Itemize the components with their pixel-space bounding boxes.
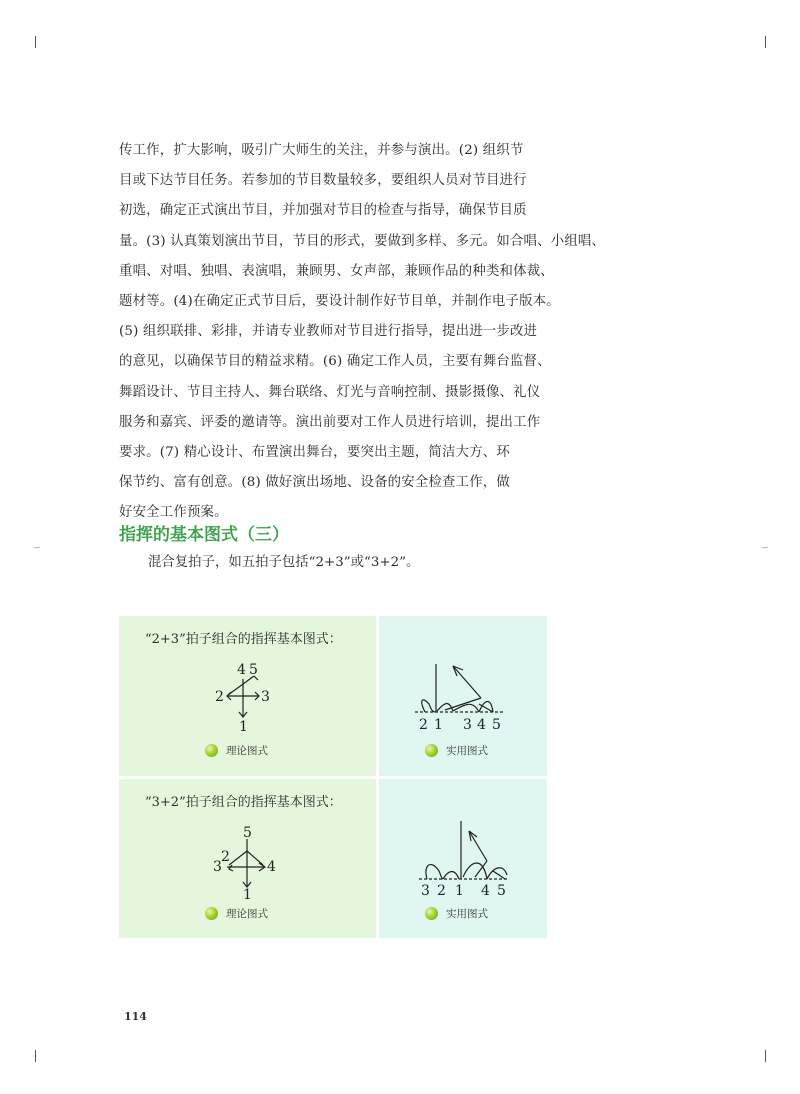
caption-label: 实用图式	[446, 908, 488, 920]
pattern-2plus3-practical-label: 2	[419, 717, 428, 733]
body-line: 保节约、富有创意。(8) 做好演出场地、设备的安全检查工作，做	[119, 475, 510, 491]
section-title: 指挥的基本图式（三）	[119, 525, 289, 545]
crop-mark-top-right	[765, 36, 766, 48]
pattern-3plus2-practical-cell	[379, 779, 547, 938]
pattern-2plus3-theory-label: 3	[261, 689, 270, 705]
body-line: 服务和嘉宾、评委的邀请等。演出前要对工作人员进行培训，提出工作	[119, 414, 541, 430]
pattern-2plus3-practical-label: 1	[434, 717, 443, 733]
page-number: 114	[124, 1010, 147, 1023]
body-line: 量。(3) 认真策划演出节目，节目的形式，要做到多样、多元。如合唱、小组唱、	[119, 233, 606, 249]
body-line: 的意见，以确保节目的精益求精。(6) 确定工作人员，主要有舞台监督、	[119, 354, 551, 370]
bullet-icon	[425, 744, 438, 757]
conducting-patterns-figure	[119, 616, 547, 938]
pattern-2plus3-practical-label: 5	[492, 717, 501, 733]
caption-label: 理论图式	[226, 745, 268, 757]
pattern-2plus3-theory-label: 5	[249, 662, 258, 678]
practical-caption	[425, 743, 488, 758]
body-line: 舞蹈设计、节目主持人、舞台联络、灯光与音响控制、摄影摄像、礼仪	[119, 384, 541, 400]
crop-mark-bottom-left	[35, 1050, 36, 1062]
pattern-3plus2-practical-label: 1	[455, 883, 464, 899]
pattern-2plus3-practical-cell	[379, 616, 547, 776]
bullet-icon	[425, 907, 438, 920]
section-intro: 混合复拍子，如五拍子包括“2+3”或“3+2”。	[148, 555, 420, 570]
pattern-2plus3-practical-label: 4	[477, 717, 486, 733]
pattern-3plus2-practical-label: 5	[497, 883, 506, 899]
crop-mark-mid-right	[762, 547, 768, 548]
pattern-3plus2-theory-label: 5	[243, 825, 252, 841]
pattern-2plus3-title: “2+3”拍子组合的指挥基本图式：	[145, 632, 342, 647]
caption-label: 理论图式	[226, 908, 268, 920]
body-line: 要求。(7) 精心设计、布置演出舞台，要突出主题，简洁大方、环	[119, 445, 510, 461]
pattern-3plus2-practical-label: 4	[481, 883, 490, 899]
pattern-3plus2-theory-label: 2	[221, 849, 230, 865]
pattern-2plus3-practical-label: 3	[463, 717, 472, 733]
crop-mark-top-left	[35, 36, 36, 48]
body-line: 题材等。(4)在确定正式节目后，要设计制作好节目单，并制作电子版本。	[119, 294, 560, 310]
body-line: 重唱、对唱、独唱、表演唱，兼顾男、女声部，兼顾作品的种类和体裁、	[119, 263, 554, 279]
pattern-2plus3-theory-label: 4	[237, 662, 246, 678]
pattern-3plus2-theory-label: 1	[243, 887, 252, 903]
pattern-2plus3-theory-label: 1	[239, 719, 248, 735]
body-paragraph	[119, 136, 606, 529]
crop-mark-bottom-right	[765, 1050, 766, 1062]
pattern-3plus2-theory-label: 4	[267, 859, 276, 875]
caption-label: 实用图式	[446, 745, 488, 757]
crop-mark-mid-left	[34, 547, 40, 548]
pattern-3plus2-theory-cell	[119, 779, 376, 938]
pattern-2plus3-theory-cell	[119, 616, 376, 776]
body-line: 目或下达节目任务。若参加的节目数量较多，要组织人员对节目进行	[119, 173, 527, 189]
body-line: 传工作，扩大影响，吸引广大师生的关注，并参与演出。(2) 组织节	[119, 143, 524, 158]
pattern-3plus2-practical-label: 3	[421, 883, 430, 899]
pattern-3plus2-theory-label: 3	[213, 859, 222, 875]
bullet-icon	[205, 907, 218, 920]
theory-caption	[205, 743, 268, 758]
body-line: (5) 组织联排、彩排，并请专业教师对节目进行指导，提出进一步改进	[119, 324, 538, 340]
theory-caption	[205, 906, 268, 921]
pattern-2plus3-theory-label: 2	[215, 689, 224, 705]
practical-caption	[425, 906, 488, 921]
bullet-icon	[205, 744, 218, 757]
body-line: 初选，确定正式演出节目，并加强对节目的检查与指导，确保节目质	[119, 203, 527, 219]
body-line: 好安全工作预案。	[119, 505, 228, 521]
pattern-3plus2-title: “3+2”拍子组合的指挥基本图式：	[145, 795, 342, 810]
pattern-3plus2-practical-label: 2	[437, 883, 446, 899]
